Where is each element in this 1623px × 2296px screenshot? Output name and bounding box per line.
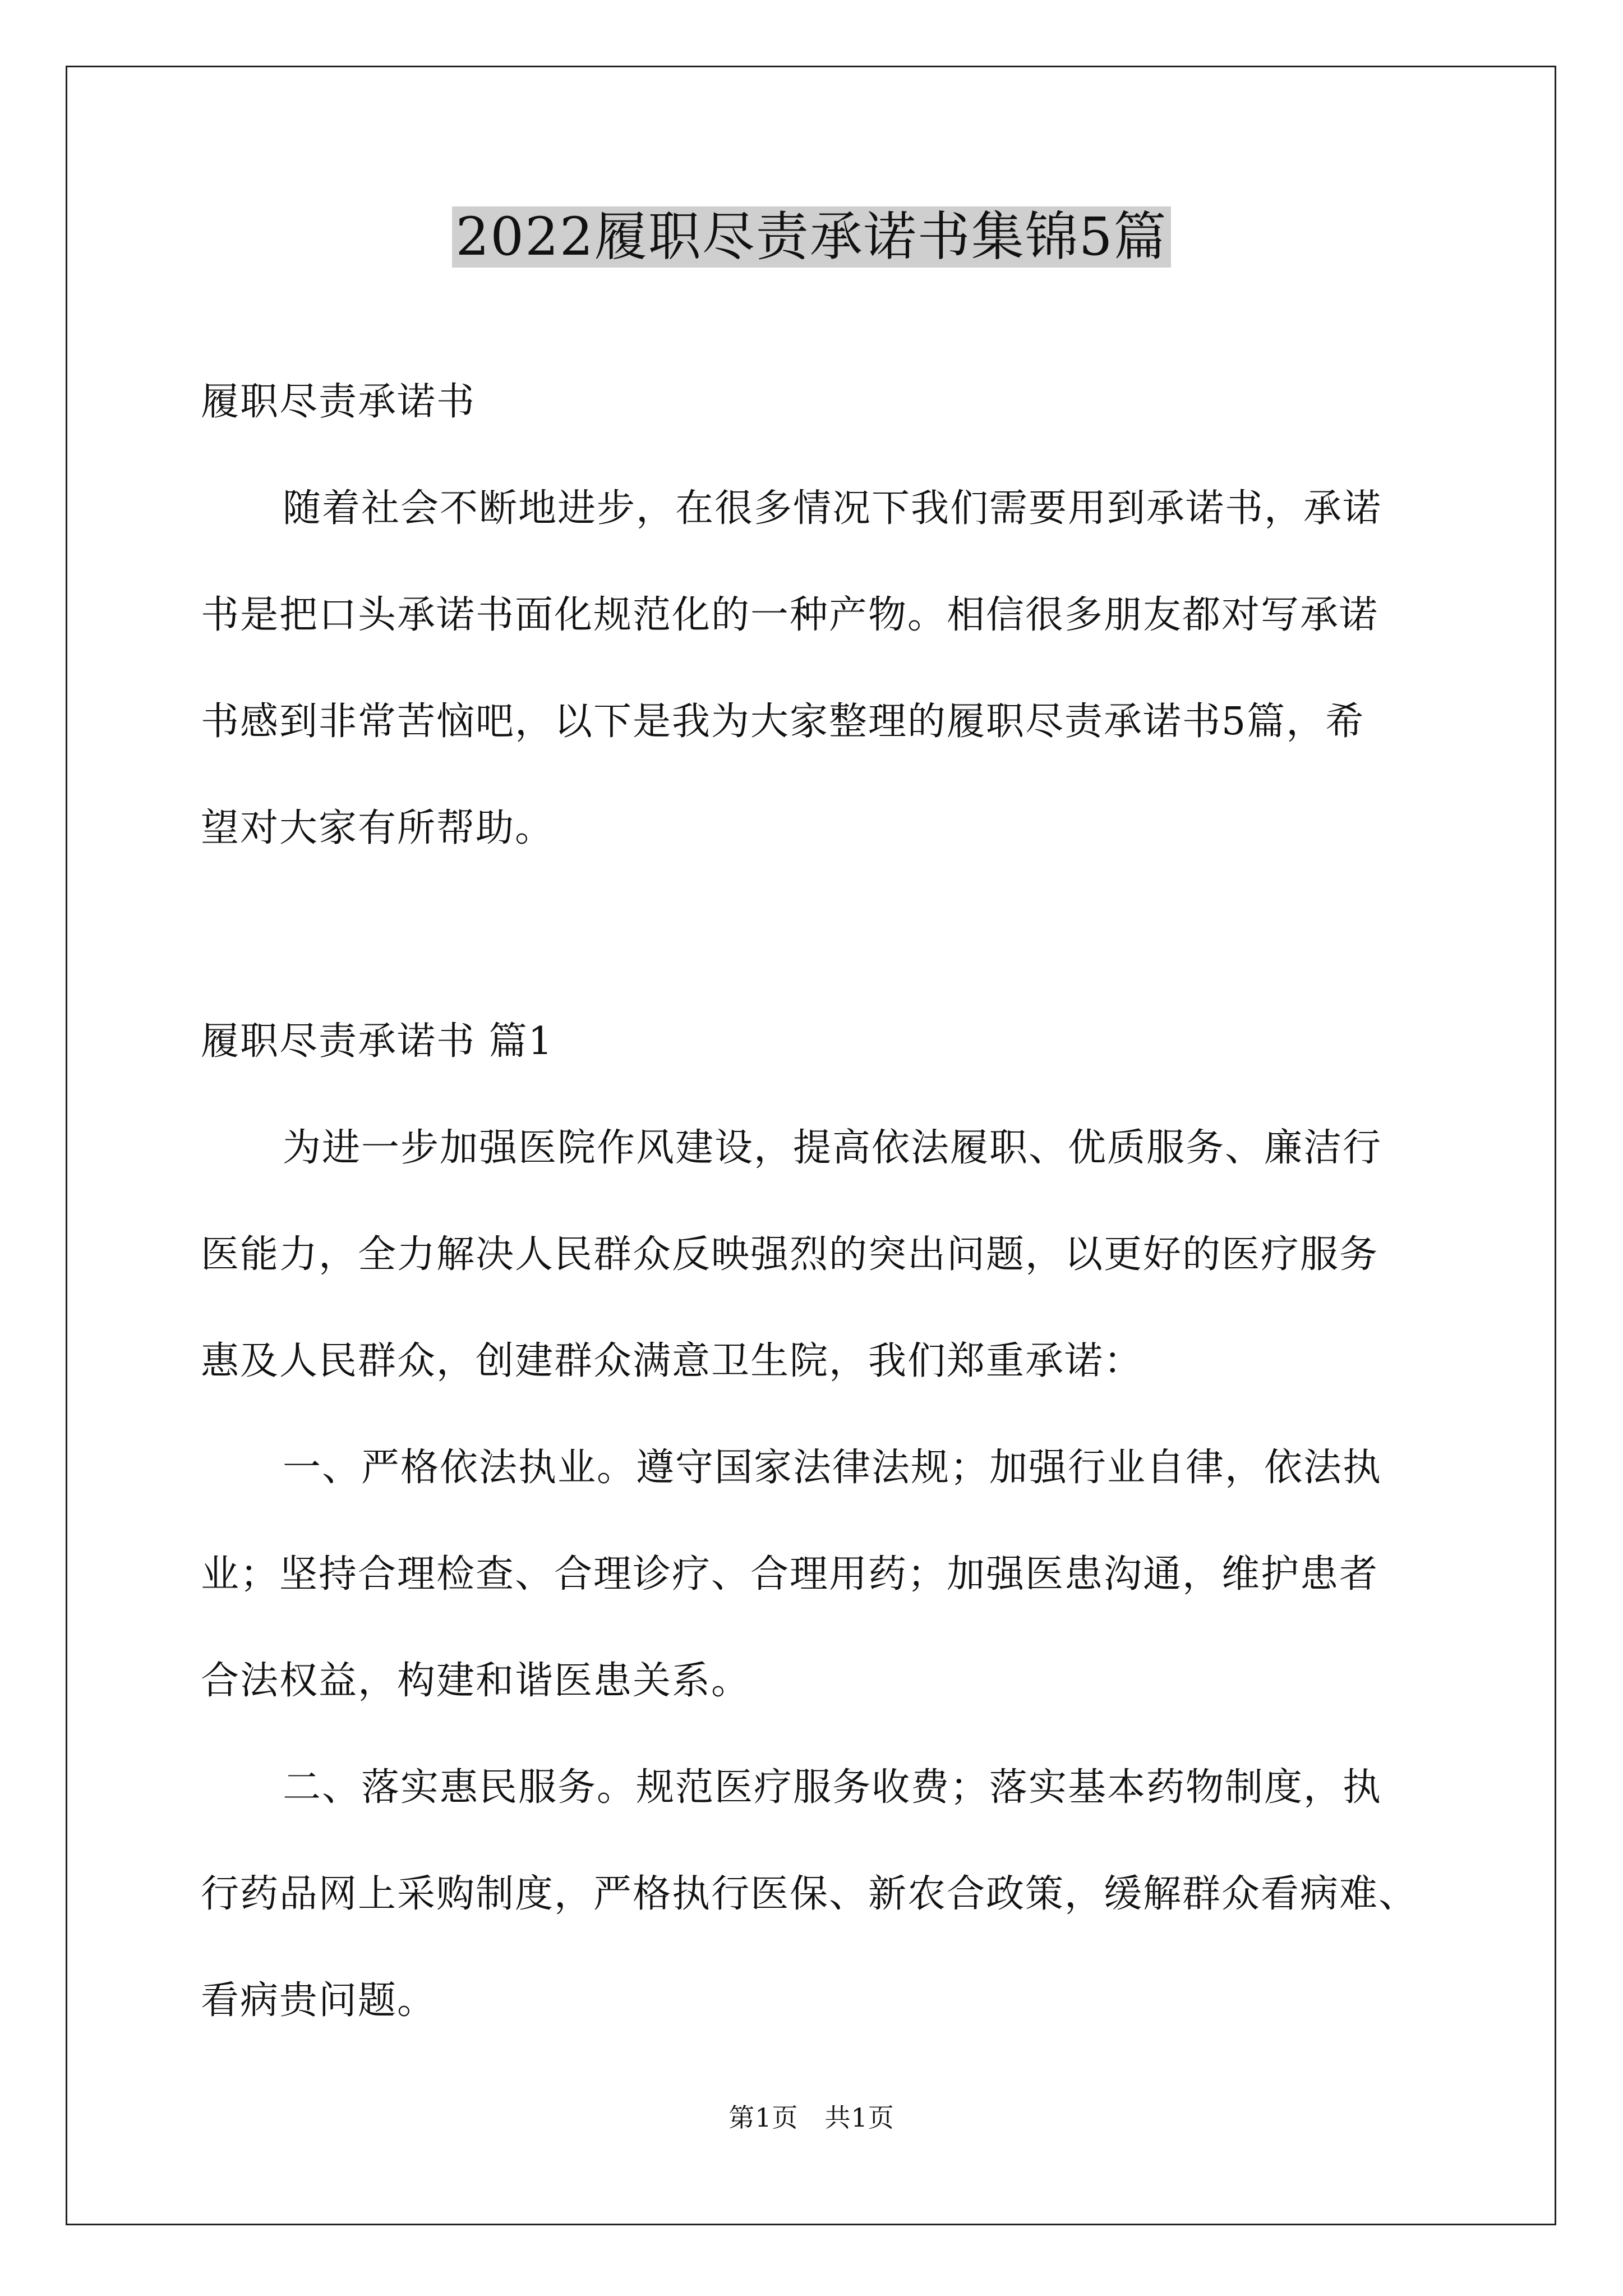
document-title-text: 2022履职尽责承诺书集锦5篇 (452, 206, 1170, 268)
text-line: 为进一步加强医院作风建设，提高依法履职、优质服务、廉洁行 (283, 1126, 1382, 1170)
text-line: 履职尽责承诺书 篇1 (201, 1019, 554, 1064)
blank-line (201, 882, 1429, 988)
document-body (201, 349, 1429, 2054)
text-line: 书感到非常苦恼吧，以下是我为大家整理的履职尽责承诺书5篇，希 (201, 700, 1365, 744)
text-line: 惠及人民群众，创建群众满意卫生院，我们郑重承诺： (201, 1339, 1144, 1383)
text-line: 业；坚持合理检查、合理诊疗、合理用药；加强医患沟通，维护患者 (201, 1552, 1379, 1596)
text-line: 望对大家有所帮助。 (201, 806, 555, 850)
page-footer: 第1页 共1页 (728, 2102, 895, 2133)
document-title (0, 195, 1623, 279)
text-line: 一、严格依法执业。遵守国家法律法规；加强行业自律，依法执 (283, 1446, 1382, 1490)
text-line: 书是把口头承诺书面化规范化的一种产物。相信很多朋友都对写承诺 (201, 593, 1379, 637)
text-line: 看病贵问题。 (201, 1978, 437, 2023)
text-line: 履职尽责承诺书 (201, 380, 476, 424)
text-line: 二、落实惠民服务。规范医疗服务收费；落实基本药物制度，执 (283, 1765, 1382, 1810)
text-line: 医能力，全力解决人民群众反映强烈的突出问题，以更好的医疗服务 (201, 1232, 1379, 1277)
text-line: 行药品网上采购制度，严格执行医保、新农合政策，缓解群众看病难、 (201, 1872, 1418, 1916)
text-line: 合法权益，构建和谐医患关系。 (201, 1659, 751, 1703)
text-line: 随着社会不断地进步，在很多情况下我们需要用到承诺书，承诺 (283, 486, 1382, 531)
